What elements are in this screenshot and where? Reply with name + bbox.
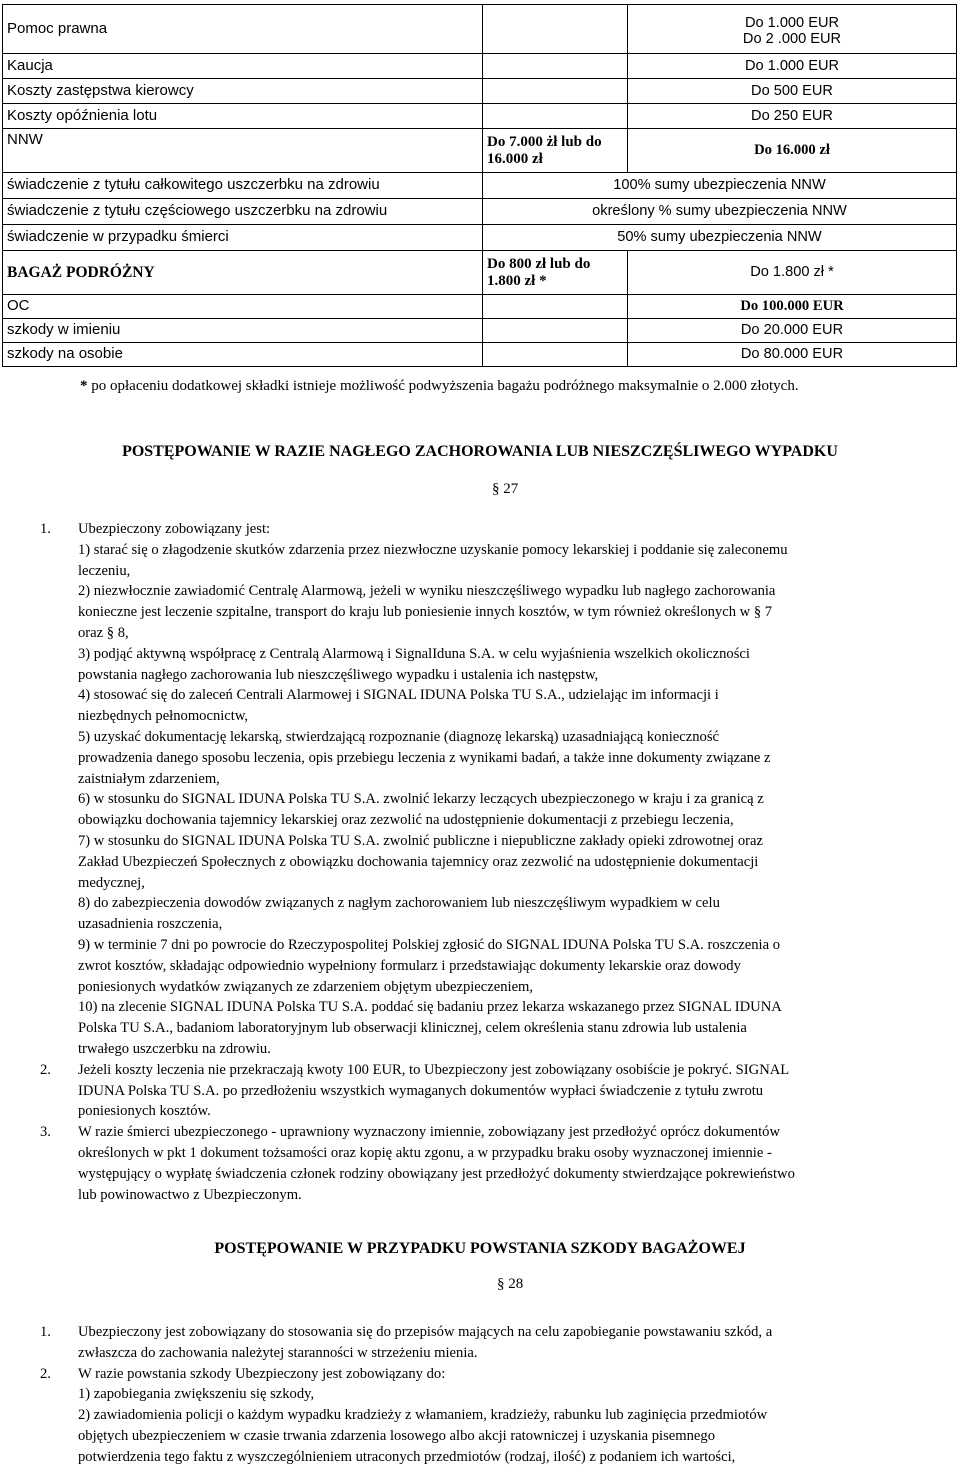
table-row-label: Kaucja xyxy=(3,54,483,79)
table-row-label: NNW xyxy=(3,129,483,173)
table-row-mid xyxy=(483,5,628,54)
text-line xyxy=(78,687,719,704)
text-line xyxy=(40,1124,780,1141)
line-text: określonych w pkt 1 dokument tożsamości oraz kopię aktu zgonu, a w przypadku braku osoby wyznaczonej imiennie - xyxy=(78,1145,772,1161)
text-line xyxy=(78,646,750,663)
section-heading-illness: POSTĘPOWANIE W RAZIE NAGŁEGO ZACHOROWANIA LUB NIESZCZĘŚLIWEGO WYPADKU xyxy=(122,443,838,460)
text-line xyxy=(78,791,764,808)
coverage-table xyxy=(2,4,957,367)
line-text: lub powinowactwo z Ubezpieczonym. xyxy=(78,1186,302,1203)
table-row-label: świadczenie w przypadku śmierci xyxy=(3,225,483,251)
line-text: potwierdzenia tego faktu z wyszczególnieniem utraconych przedmiotów (rodzaj, ilość) z podaniem ich wartości, xyxy=(78,1448,736,1465)
line-text: powstania nagłego zachorowania lub nieszczęśliwego wypadku i ustalenia ich następstw, xyxy=(78,666,599,683)
line-text: 2) zawiadomienia policji o każdym wypadku kradzieży z włamaniem, kradzieży, rabunku lub zaginięcia przedmiotów xyxy=(78,1407,768,1424)
line-text: 5) uzyskać dokumentację lekarską, stwierdzającą rozpoznanie (diagnozę lekarską) uzasadniającą konieczność xyxy=(78,729,719,745)
list-number: 2. xyxy=(40,1365,51,1382)
text-line xyxy=(78,1103,211,1120)
line-text: 9) w terminie 7 dni po powrocie do Rzeczypospolitej Polskiej zgłosić do SIGNAL IDUNA Polska TU S.A. roszczenia o xyxy=(78,937,781,953)
table-row-label: szkody na osobie xyxy=(3,343,483,367)
line-text: obowiązku dochowania tajemnicy lekarskiej oraz zezwolić na udostępnienie dokumentacji z przebiegu leczenia, xyxy=(78,812,734,829)
text-line xyxy=(78,542,788,559)
table-row-value: Do 250 EUR xyxy=(628,104,957,129)
text-line xyxy=(78,563,130,580)
text-line xyxy=(78,1041,271,1058)
line-text: 7) w stosunku do SIGNAL IDUNA Polska TU S.A. zwolnić publiczne i niepubliczne zakłady opieki zdrowotnej oraz xyxy=(78,833,763,849)
legal-aid-limit-2: Do 2 .000 EUR xyxy=(742,31,842,47)
line-text: Ubezpieczony zobowiązany jest: xyxy=(78,521,271,537)
line-text: niezbędnych pełnomocnictw, xyxy=(78,708,249,725)
line-text: 6) w stosunku do SIGNAL IDUNA Polska TU S.A. zwolnić lekarzy leczących ubezpieczonego w kraju i za granicą z xyxy=(78,791,764,808)
text-line xyxy=(78,999,782,1016)
line-text: 1) zapobiegania zwiększeniu się szkody, xyxy=(78,1386,315,1403)
table-row-mid xyxy=(483,319,628,343)
line-text: zwłaszcza do zachowania należytej staranności w strzeżeniu mienia. xyxy=(78,1344,478,1361)
text-line xyxy=(40,1324,773,1341)
text-line xyxy=(78,1449,735,1466)
table-row-mid xyxy=(483,104,628,129)
text-line xyxy=(78,1145,772,1162)
line-text: 8) do zabezpieczenia dowodów związanych z nagłym zachorowaniem lub nieszczęśliwym wypadkiem w celu xyxy=(78,895,720,912)
line-text: Ubezpieczony jest zobowiązany do stosowania się do przepisów mających na celu zapobieganie powstawaniu szkód, a xyxy=(78,1324,773,1340)
table-row-value: 100% sumy ubezpieczenia NNW xyxy=(483,173,957,199)
line-text: Zakład Ubezpieczeń Społecznych z obowiązku dochowania tajemnicy oraz zezwolić na udostępnienie dokumentacji xyxy=(78,853,759,870)
text-line xyxy=(78,1083,763,1100)
table-row-mid: Do 7.000 żł lub do 16.000 zł xyxy=(483,129,628,173)
line-text: występujący o wypłatę świadczenia członek rodziny obowiązany jest przedłożyć dokumenty stwierdzające pokrewieństwo xyxy=(78,1165,795,1182)
text-line xyxy=(78,1020,747,1037)
line-text: IDUNA Polska TU S.A. po przedłożeniu wszystkich wymaganych dokumentów wypłaci świadczenie z tytułu zwrotu xyxy=(78,1082,764,1099)
text-line xyxy=(78,1187,302,1204)
line-text: objętych ubezpieczeniem w czasie trwania zdarzenia losowego albo akcji ratowniczej i uzyskania pisemnego xyxy=(78,1428,715,1444)
table-row-value xyxy=(628,5,957,54)
list-number: 1. xyxy=(40,521,51,537)
table-row-mid xyxy=(483,79,628,104)
text-line xyxy=(78,583,775,600)
line-text: uzasadnienia roszczenia, xyxy=(78,916,223,933)
line-text: Jeżeli koszty leczenia nie przekraczają kwoty 100 EUR, to Ubezpieczony jest zobowiązany osobiście je pokryć. SIGNAL xyxy=(78,1061,790,1078)
line-text: poniesionych kosztów. xyxy=(78,1103,211,1120)
table-row-label: Pomoc prawna xyxy=(3,5,483,54)
text-line xyxy=(78,729,719,746)
paragraph-number-28: § 28 xyxy=(497,1276,524,1292)
text-line xyxy=(78,812,734,829)
line-text: medycznej, xyxy=(78,874,145,891)
table-row-label: świadczenie z tytułu całkowitego uszczerbku na zdrowiu xyxy=(3,173,483,199)
text-line xyxy=(78,958,741,975)
list-number: 3. xyxy=(40,1124,51,1141)
line-text: konieczne jest leczenie szpitalne, transport do kraju lub poniesienie innych kosztów, w tym również określonych w § 7 xyxy=(78,604,773,621)
text-line xyxy=(78,979,533,996)
text-line xyxy=(78,1345,478,1362)
table-row-label: Koszty opóźnienia lotu xyxy=(3,104,483,129)
footnote-star: * xyxy=(80,378,88,394)
line-text: zwrot kosztów, składając odpowiednio wypełniony formularz i przedstawiając dokumenty lekarskie oraz dowody xyxy=(78,957,741,974)
text-line xyxy=(78,1386,314,1403)
text-line xyxy=(40,521,271,538)
text-line xyxy=(78,771,220,788)
table-row-value: Do 80.000 EUR xyxy=(628,343,957,367)
text-line xyxy=(78,1166,795,1183)
line-text: 1) starać się o złagodzenie skutków zdarzenia przez niezwłoczne uzyskanie pomocy lekarskiej i poddanie się zaleconemu xyxy=(78,541,788,558)
table-row-mid xyxy=(483,295,628,319)
line-text: 10) na zlecenie SIGNAL IDUNA Polska TU S.A. poddać się badaniu przez lekarza wskazanego przez SIGNAL IDUNA xyxy=(78,999,782,1016)
line-text: leczeniu, xyxy=(78,562,131,579)
text-line xyxy=(78,937,780,954)
text-line xyxy=(78,625,129,642)
text-line xyxy=(78,833,763,850)
text-line xyxy=(78,895,720,912)
table-row-mid xyxy=(483,343,628,367)
table-row-mid xyxy=(483,54,628,79)
table-row-value: Do 1.000 EUR xyxy=(628,54,957,79)
table-row-mid: Do 800 zł lub do 1.800 zł * xyxy=(483,251,628,295)
footnote-text: po opłaceniu dodatkowej składki istnieje możliwość podwyższenia bagażu podróżnego maksymalnie o 2.000 złotych. xyxy=(87,378,799,394)
text-line xyxy=(78,667,598,684)
text-line xyxy=(78,708,248,725)
line-text: prowadzenia danego sposobu leczenia, opis przebiegu leczenia z wynikami badań, a także inne dokumenty związane z xyxy=(78,749,771,766)
table-row-value: Do 100.000 EUR xyxy=(628,295,957,319)
line-text: 2) niezwłocznie zawiadomić Centralę Alarmową, jeżeli w wyniku nieszczęśliwego wypadku lub nagłego zachorowania xyxy=(78,583,776,600)
list-number: 2. xyxy=(40,1061,51,1078)
line-text: oraz § 8, xyxy=(78,625,129,641)
legal-aid-limit-1: Do 1.000 EUR xyxy=(744,14,840,31)
table-row-label: OC xyxy=(3,295,483,319)
line-text: trwałego uszczerbku na zdrowiu. xyxy=(78,1041,271,1057)
list-number: 1. xyxy=(40,1324,51,1340)
text-line xyxy=(78,1407,767,1424)
table-row-label: szkody w imieniu xyxy=(3,319,483,343)
section-heading-baggage: POSTĘPOWANIE W PRZYPADKU POWSTANIA SZKODY BAGAŻOWEJ xyxy=(214,1240,746,1257)
table-row-value: Do 1.800 zł * xyxy=(628,251,957,295)
text-line xyxy=(40,1365,446,1383)
table-row-value: określony % sumy ubezpieczenia NNW xyxy=(483,199,957,225)
table-row-label: BAGAŻ PODRÓŻNY xyxy=(3,251,483,295)
table-row-label: Koszty zastępstwa kierowcy xyxy=(3,79,483,104)
text-line xyxy=(40,1061,790,1079)
text-line xyxy=(78,604,772,621)
table-row-value: Do 20.000 EUR xyxy=(628,319,957,343)
paragraph-number-27: § 27 xyxy=(492,481,519,497)
table-row-label: świadczenie z tytułu częściowego uszczerbku na zdrowiu xyxy=(3,199,483,225)
footnote xyxy=(80,378,799,395)
text-line xyxy=(78,854,758,871)
line-text: poniesionych wydatków związanych ze zdarzeniem objętym ubezpieczeniem, xyxy=(78,978,534,995)
text-line xyxy=(78,1428,715,1445)
text-line xyxy=(78,916,222,933)
line-text: W razie powstania szkody Ubezpieczony jest zobowiązany do: xyxy=(78,1365,446,1382)
table-row-value: Do 500 EUR xyxy=(628,79,957,104)
text-line xyxy=(78,750,771,767)
line-text: Polska TU S.A., badaniom laboratoryjnym lub obserwacji klinicznej, celem określenia stanu zdrowia lub ustalenia xyxy=(78,1020,747,1037)
line-text: 3) podjąć aktywną współpracę z Centralą Alarmową i SignalIduna S.A. w celu wyjaśnienia wszelkich okoliczności xyxy=(78,645,750,662)
table-row-value: Do 16.000 zł xyxy=(628,129,957,173)
table-row-value: 50% sumy ubezpieczenia NNW xyxy=(483,225,957,251)
line-text: zaistniałym zdarzeniem, xyxy=(78,770,220,787)
line-text: W razie śmierci ubezpieczonego - uprawniony wyznaczony imiennie, zobowiązany jest przedłożyć oprócz dokumentów xyxy=(78,1124,780,1141)
text-line xyxy=(78,875,145,892)
line-text: 4) stosować się do zaleceń Centrali Alarmowej i SIGNAL IDUNA Polska TU S.A., udzielając im informacji i xyxy=(78,687,719,704)
